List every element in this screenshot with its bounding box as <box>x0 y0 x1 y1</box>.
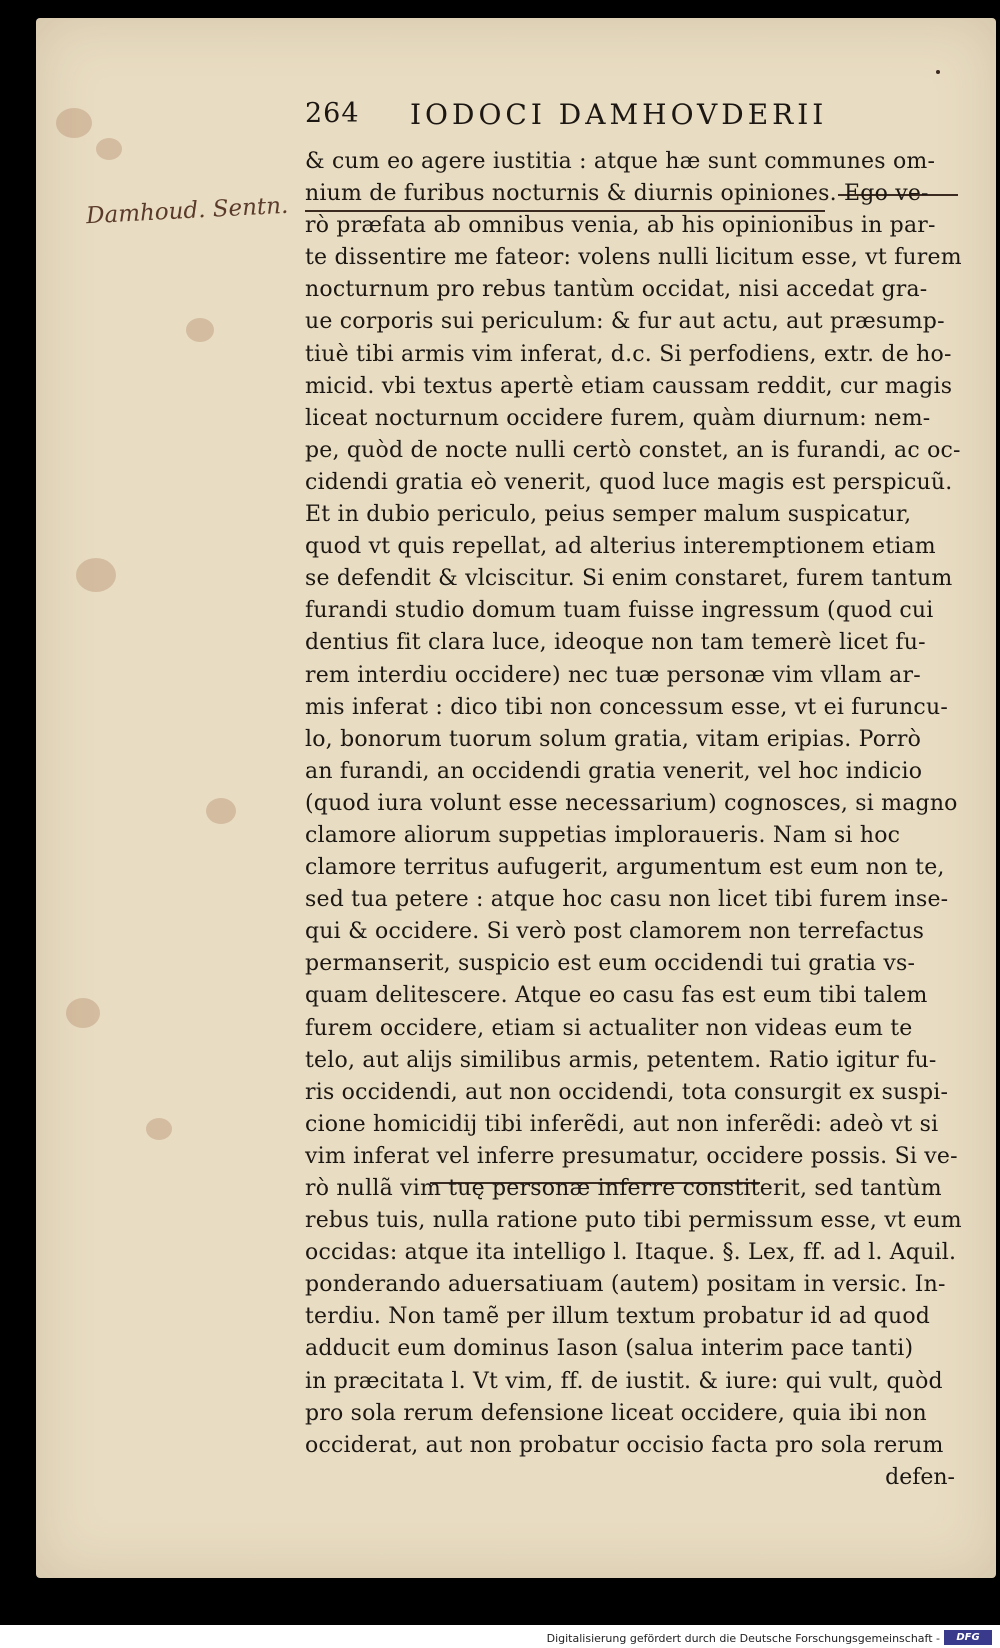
dfg-logo: DFG <box>944 1630 992 1645</box>
foxing-spot <box>146 1118 172 1140</box>
text-line: furem occidere, etiam si actualiter non videas eum te <box>305 1015 913 1041</box>
foxing-spot <box>96 138 122 160</box>
text-line: quam delitescere. Atque eo casu fas est eum tibi talem <box>305 983 928 1009</box>
text-line: mis inferat : dico tibi non concessum esse, vt ei furuncu- <box>305 694 948 720</box>
text-line: cidendi gratia eò venerit, quod luce magis est perspicuũ. <box>305 469 953 495</box>
footer-credit: Digitalisierung gefördert durch die Deutsche Forschungsgemeinschaft - <box>546 1632 940 1645</box>
text-line: terdiu. Non tamẽ per illum textum probatur id ad quod <box>305 1304 931 1330</box>
text-line: nium de furibus nocturnis & diurnis opiniones. Ego ve- <box>305 181 929 207</box>
running-title: IODOCI DAMHOVDERII <box>410 98 828 131</box>
text-line: ponderando aduersatiuam (autem) positam in versic. In- <box>305 1272 946 1298</box>
text-line: ue corporis sui periculum: & fur aut actu, aut præsump- <box>305 309 945 335</box>
text-line: (quod iura volunt esse necessarium) cognosces, si magno <box>305 790 958 816</box>
foxing-spot <box>76 558 116 592</box>
text-line: rò nullã vim tuę personæ inferre constiterit, sed tantùm <box>305 1176 942 1201</box>
text-line: ris occidendi, aut non occidendi, tota consurgit ex suspi- <box>305 1079 949 1105</box>
text-line: vim inferat vel inferre presumatur, occidere possis. Si ve- <box>305 1143 958 1169</box>
text-line: rebus tuis, nulla ratione puto tibi permissum esse, vt eum <box>305 1208 962 1234</box>
text-line: dentius fit clara luce, ideoque non tam temerè licet fu- <box>305 630 926 656</box>
text-line: cione homicidij tibi inferẽdi, aut non inferẽdi: adeò vt si <box>305 1111 939 1137</box>
text-line: pe, quòd de nocte nulli certò constet, an is furandi, ac oc- <box>305 437 961 463</box>
body-text <box>305 146 965 1462</box>
text-line: qui & occidere. Si verò post clamorem non terrefactus <box>305 919 925 945</box>
text-line: telo, aut alijs similibus armis, petentem. Ratio igitur fu- <box>305 1047 937 1073</box>
foxing-spot <box>186 318 214 342</box>
foxing-spot <box>206 798 236 824</box>
text-line: nocturnum pro rebus tantùm occidat, nisi accedat gra- <box>305 277 928 303</box>
text-line: liceat nocturnum occidere furem, quàm diurnum: nem- <box>305 405 931 431</box>
text-line: furandi studio domum tuam fuisse ingressum (quod cui <box>305 598 934 624</box>
text-line: te dissentire me fateor: volens nulli licitum esse, vt furem <box>305 245 962 271</box>
handwritten-margin-note: Damhoud. Sentn. <box>85 192 289 230</box>
text-line: rò præfata ab omnibus venia, ab his opinionibus in par- <box>305 213 936 239</box>
text-line: tiuè tibi armis vim inferat, d.c. Si perfodiens, extr. de ho- <box>305 341 952 367</box>
page-header <box>305 98 965 138</box>
catchword: defen- <box>885 1464 955 1490</box>
text-line: se defendit & vlciscitur. Si enim constaret, furem tantum <box>305 566 953 592</box>
text-line: Et in dubio periculo, peius semper malum suspicatur, <box>305 502 912 528</box>
text-line: micid. vbi textus apertè etiam caussam reddit, cur magis <box>305 373 953 399</box>
ink-speck <box>936 70 940 74</box>
text-line: in præcitata l. Vt vim, ff. de iustit. & iure: qui vult, quòd <box>305 1368 943 1394</box>
text-line: adducit eum dominus Iason (salua interim pace tanti) <box>305 1336 914 1362</box>
page-text <box>305 98 965 1494</box>
text-line: rem interdiu occidere) nec tuæ personæ vim vllam ar- <box>305 662 921 688</box>
text-line: sed tua petere : atque hoc casu non licet tibi furem inse- <box>305 887 949 913</box>
text-line: & cum eo agere iustitia : atque hæ sunt communes om- <box>305 149 936 174</box>
text-line: an furandi, an occidendi gratia venerit, vel hoc indicio <box>305 758 923 784</box>
text-line: permanserit, suspicio est eum occidendi tui gratia vs- <box>305 951 916 977</box>
text-line: clamore aliorum suppetias imploraueris. Nam si hoc <box>305 822 901 848</box>
text-line: quod vt quis repellat, ad alterius interemptionem etiam <box>305 534 936 560</box>
text-line: occidas: atque ita intelligo l. Itaque. §. Lex, ff. ad l. Aquil. <box>305 1240 957 1266</box>
text-line: pro sola rerum defensione liceat occidere, quia ibi non <box>305 1400 927 1426</box>
foxing-spot <box>66 998 100 1028</box>
text-line: lo, bonorum tuorum solum gratia, vitam eripias. Porrò <box>305 726 922 752</box>
text-line: occiderat, aut non probatur occisio facta pro sola rerum <box>305 1432 944 1458</box>
text-line: clamore territus aufugerit, argumentum est eum non te, <box>305 855 945 881</box>
foxing-spot <box>56 108 92 138</box>
page-number: 264 <box>305 98 360 129</box>
